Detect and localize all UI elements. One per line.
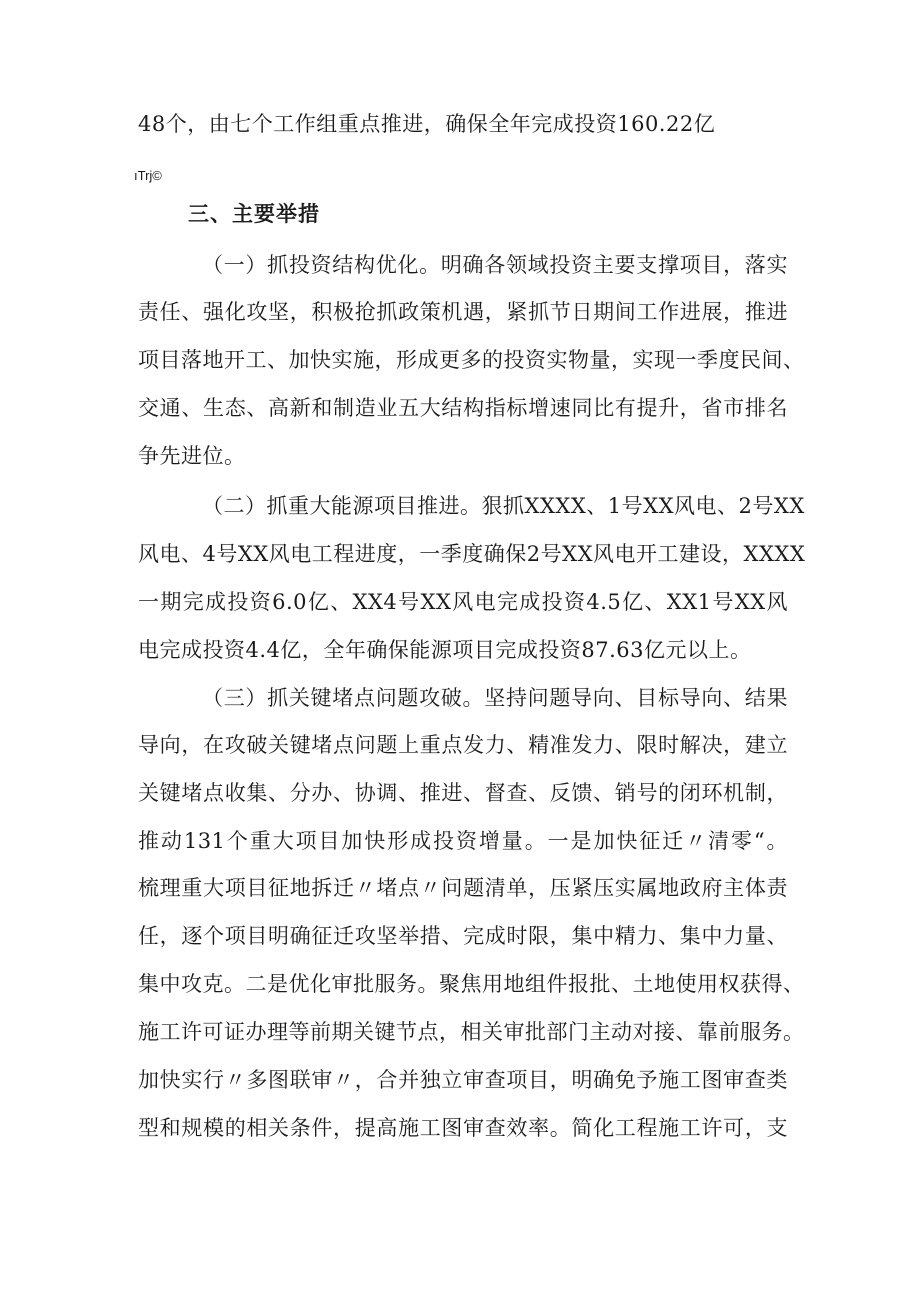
paragraph-line: 施工许可证办理等前期关键节点，相关审批部门主动对接、靠前服务。: [138, 1020, 805, 1044]
paragraph-line: 一期完成投资6.0亿、XX4号XX风电完成投资4.5亿、XX1号XX风: [138, 590, 788, 614]
paragraph-line: 风电、4号XX风电工程进度，一季度确保2号XX风电开工建设，XXXX: [138, 542, 806, 566]
ocr-artifact-text: ıTrj©: [134, 168, 162, 183]
paragraph-line: 加快实行〃多图联审〃，合并独立审查项目，明确免予施工图审查类: [138, 1068, 788, 1092]
paragraph-line: 责任、强化攻坚，积极抢抓政策机遇，紧抓节日期间工作进展，推进: [138, 300, 788, 324]
paragraph-line: 任，逐个项目明确征迁攻坚举措、完成时限，集中精力、集中力量、: [138, 924, 788, 948]
paragraph-line: （三）抓关键堵点问题攻破。坚持问题导向、目标导向、结果: [202, 686, 788, 710]
paragraph-line: 集中攻克。二是优化审批服务。聚焦用地组件报批、土地使用权获得、: [138, 972, 805, 996]
paragraph-line: 型和规模的相关条件，提高施工图审查效率。简化工程施工许可，支: [138, 1116, 788, 1140]
paragraph-line: （二）抓重大能源项目推进。狠抓XXXX、1号XX风电、2号XX: [202, 494, 805, 518]
section-heading: 三、主要举措: [188, 202, 320, 226]
paragraph-line: 交通、生态、高新和制造业五大结构指标增速同比有提升，省市排名: [138, 396, 788, 420]
paragraph-line: 电完成投资4.4亿，全年确保能源项目完成投资87.63亿元以上。: [138, 638, 752, 662]
paragraph-line: 导向，在攻破关键堵点问题上重点发力、精准发力、限时解决，建立: [138, 733, 788, 757]
paragraph-line: 梳理重大项目征地拆迁〃堵点〃问题清单，压紧压实属地政府主体责: [138, 876, 788, 900]
paragraph-line: （一）抓投资结构优化。明确各领域投资主要支撑项目，落实: [202, 253, 788, 277]
paragraph-line: 关键堵点收集、分办、协调、推进、督查、反馈、销号的闭环机制，: [138, 781, 788, 805]
paragraph-line: 项目落地开工、加快实施，形成更多的投资实物量，实现一季度民间、: [138, 348, 805, 372]
paragraph-line: 争先进位。: [138, 444, 246, 468]
paragraph-line: 推动131个重大项目加快形成投资增量。一是加快征迁〃清零“。: [138, 829, 788, 853]
paragraph-line: 48个，由七个工作组重点推进，确保全年完成投资160.22亿: [138, 112, 716, 136]
